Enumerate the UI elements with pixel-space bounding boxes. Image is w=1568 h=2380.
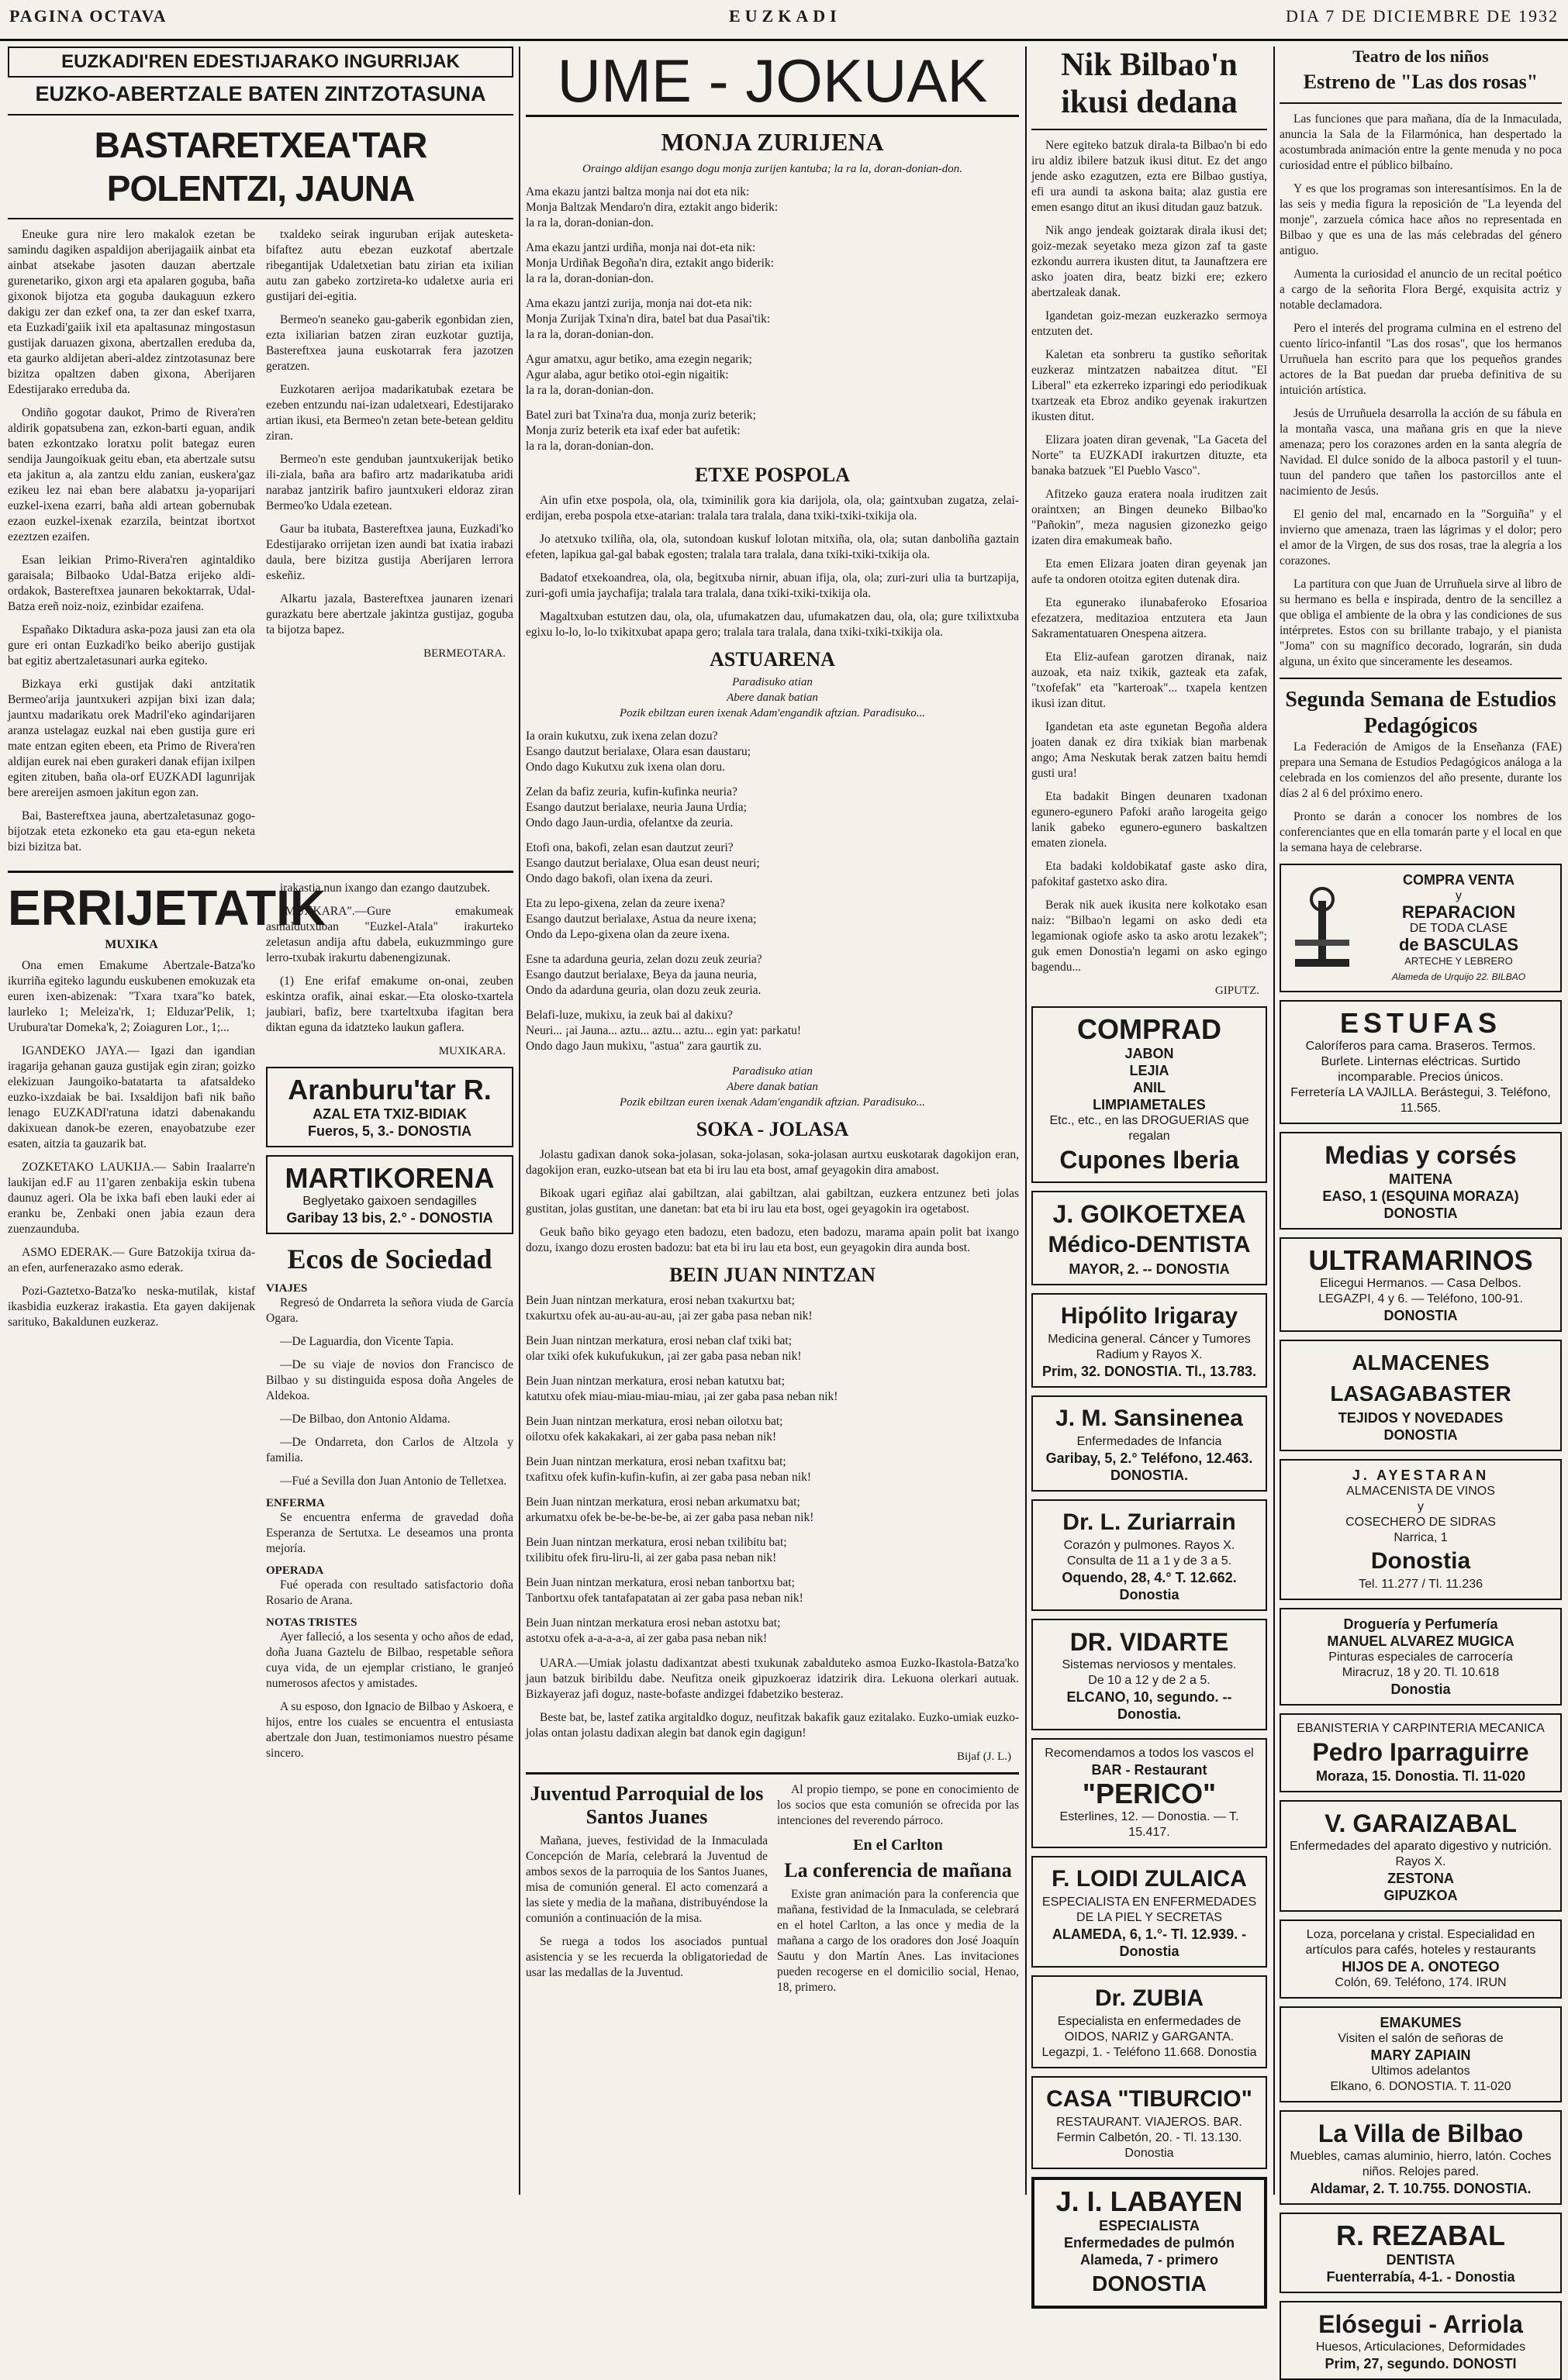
ad-tiburcio: CASA "TIBURCIO" RESTAURANT. VIAJEROS. BAR. Fermin Calbetón, 20. - Tl. 13.130. Donostia — [1031, 2076, 1267, 2169]
left-block — [8, 47, 513, 2195]
subheadline: EUZKO-ABERTZALE BATEN ZINTZOTASUNA — [35, 82, 486, 105]
ad-martikorena: MARTIKORENA Beglyetako gaixoen sendagilles Garibay 13 bis, 2.° - DONOSTIA — [266, 1155, 513, 1234]
kicker: EUZKADI'REN EDESTIJARAKO INGURRIJAK — [61, 51, 460, 72]
paragraph: Eneuke gura nire lero makalok ezetan be samindu dagiken aspaldijon aberijagaiik ainbat eta ainbat atsekabe jasoten dauzan abertzale gurenetariko, gixon argi eta apalaren goguba, baña gixonok bijotza eta goguba daukaguun ezkero dakigu zer dan ezkef ona, ta zer dan eskef txarra, eta Euzkadi'gaiik ixil eta apaltasunaz mingostasun gustijak daruazen gixona, abertzallen ereduba da, eta gaurko aldijetan aberi-aldez zintzotasunaz bere bizitza opaltzen daben gixona, Aberijaren Edestijarako erreduba da. — [8, 228, 255, 396]
paragraph: "MUXKARA".—Gure emakumeak asmaldutxuban "Euzkel-Atala" irakurteko zeletasun andija aftu dabela, eukuzmmingo gure lerro-txubak irakurtu dabenengizunak. — [266, 905, 513, 964]
ad-aranburu: Aranburu'tar R. AZAL ETA TXIZ-BIDIAK Fueros, 5, 3.- DONOSTIA — [266, 1067, 513, 1147]
paragraph: Alkartu jazala, Bastereftxea jaunaren izenari gurazkatu bere abertzale jakintza gustijaz, goguba ta bijotza bapez. — [266, 592, 513, 636]
ad-mugica: Droguería y Perfumería MANUEL ALVAREZ MUGICA Pinturas especiales de carrocería Miracruz, 18 y 20. Tl. 10.618 Donostia — [1280, 1608, 1562, 1706]
byline: BERMEOTARA. — [423, 647, 506, 660]
bilbao-column: Nik Bilbao'n ikusi dedana Nere egiteko batzuk dirala-ta Bilbao'n bi edo iru aldiz ibilere batzuk ikusi ditut. Ez det ango jende asko ezagutzen, ezta ere Bilbao gustiya, efi ura aundi ta askona baita; alaz gustia ere emen esango ditut an ikusi ditudan gauz batzuk. Nik ango jendeak goiztarak dirala ikusi det; goiz-mezak seyetako meza gizon zaf ta gaste ezkondu aurrera ikusten ditut, ta Jaunaftzera ere asko joaten dira, beatz bizki ere; ezkero abertzaleak danak. Igandetan goiz-mezan euzkerazko sermoya entzuten det. Kaletan eta sonbreru ta gustiko señoritak euzkeraz mintzatzen nabaitzea ditut. "El Liberal" eta ezkerreko izparingi edo periodikuak txartzeak eta Ebroz andiko geyenak irakurtzen ikusten ditut. Elizara joaten diran gevenak, "La Gaceta del Norte" ta EUZKADI irakurtzen dituzte, eta banaka batzuek "El Pueblo Vasco". Afitzeko gauza eratera noala iruditzen zait oraintxen; an Bingen deuneko Bilbao'ko "Pañokin", meza nagusien gizonezko geigo izaten dira emakumeak baño. Eta emen Elizara joaten diran geyenak jan aufe ta ondoren otoitza egiten dutenak dira. Eta egunerako ilunabaferoko Efosarioa efezatzera, meditazioa entzutera eta Jaun Sakramentatuaren Onespena aitzera. Eta Eliz-aufean garotzen diranak, naiz auzoak, eta naiz txikik, gazteak eta zafak, "txofefak" eta "karteroak"... txapela kentzen ikusi izan ditut. Igandetan eta aste egunetan Begoña aldera joaten danak ez dira txikiak bian marbenak ango; Ama Neskutak berak zatzen baitu hemdi gusti ura! Eta badakit Bingen deunaren txadonan egunero-egunero Pafoki araño larogeita geigo lanik gabeko egunero-egunero baskaltzen ematen zionela. Eta badaki koldobikataf gaste asko dira, pafokitaf gastetxo asko dira. Berak nik auek ikusita nere kolkotako esan naiz: "Bilbao'n legami on asko dedi eta legamionak ogiofe asko ta asko arotu lezakek"; guk emen Donostia'n legami on asko egingo bagendu... GIPUTZ. COMPRAD JABON LEJIA ANIL LIMPIAMETALES Etc., etc., en las DROGUERIAS que regalan Cupones Iberia J. GOIKOETXEA Médico-DENTISTA MAYOR, 2. -- DONOSTIA Hipólito Irigaray Medicina general. Cáncer y Tumores Radium y Rayos X. Prim, 32. DONOSTIA. Tl., 13.783. J. M. Sansinenea Enfermedades de Infancia Garibay, 5, 2.° Teléfono, 12.463. DONOSTIA. Dr. L. Zuriarrain Corazón y pulmones. Rayos X. Consulta de 11 a 1 y de 3 a 5. Oquendo, 28, 4.° T. 12.662. Donostia DR. VIDARTE Sistemas nerviosos y mentales. De 10 a 12 y de 2 a 5. ELCANO, 10, segundo. -- Donostia. Recomendamos a todos los vascos el BAR - Restaurant "PERICO" Esterlines, 12. — Donostia. — T. 15.417. F. LOIDI ZULAICA ESPECIALISTA EN ENFERMEDADES DE LA PIEL Y SECRETAS ALAMEDA, 6, 1.°- Tl. 12.939. - Donostia Dr. ZUBIA Especialista en enfermedades de OIDOS, NARIZ y GARGANTA. Legazpi, 1. - Teléfono 11.668. Donostia CASA "TIBURCIO" RESTAURANT. VIAJEROS. BAR. Fermin Calbetón, 20. - Tl. 13.130. Donostia J. I. LABAYEN ESPECIALISTA Enfermedades de pulmón Alameda, 7 - primero DONOSTIA — [1031, 47, 1267, 2195]
ad-goikoetxea: J. GOIKOETXEA Médico-DENTISTA MAYOR, 2. -- DONOSTIA — [1031, 1191, 1267, 1285]
paragraph: Euzkotaren aerijoa madarikatubak ezetara be ezeben entzundu nai-izan udaletxeari, Edestijarako artian ikusi, eta Bermeo'n zetan bete-betean gelditu ziran. — [266, 383, 513, 443]
article-column-2 — [266, 227, 513, 863]
paragraph: Pozi-Gaztetxo-Batza'ko neska-mutilak, kistaf ikasbidia euzkeraz irakastia. Eta gayen dakijenak sarituko, Bakaldunen euzkeraz. — [8, 1285, 255, 1329]
scale-icon — [1287, 885, 1357, 971]
paragraph: Esan leikian Primo-Rivera'ren agintaldiko garaisala; Bilbaoko Udal-Batza erijeko aldi-ordakok, Bastereftxea jaunaren bekoktarrak, Udal-Batza ereñ noiz-noiz, ezinbidar ezaifena. — [8, 554, 255, 613]
section-title: ERRIJETATIK — [8, 880, 326, 936]
column-rule — [1273, 47, 1275, 2195]
paragraph: (1) Ene erifaf emakume on-onai, zeuben eskintza orafik, ainai eskar.—Eta olosko-txartela jaubiari, bafiz, bere txarteltxuba ifagitan bera diktan eguna da idatzteko laukun gaflera. — [266, 974, 513, 1034]
ad-loidi: F. LOIDI ZULAICA ESPECIALISTA EN ENFERMEDADES DE LA PIEL Y SECRETAS ALAMEDA, 6, 1.°- Tl. 12.939. - Donostia — [1031, 1856, 1267, 1968]
masthead — [0, 0, 1568, 41]
article-column-1 — [8, 227, 255, 863]
ad-emakumes: EMAKUMES Visiten el salón de señoras de MARY ZAPIAIN Ultimos adelantos Elkano, 6. DONOSTIA. T. 11-020 — [1280, 2006, 1562, 2102]
ad-vidarte: DR. VIDARTE Sistemas nerviosos y mentales. De 10 a 12 y de 2 a 5. ELCANO, 10, segundo. -- Donostia. — [1031, 1619, 1267, 1730]
paragraph: Gaur ba itubata, Bastereftxea jauna, Euzkadi'ko Edestijarako orrijetan izen aundi bat ixatia irabazi daula, bere bizitza gustija Aberijaren lerrora eskeñiz. — [266, 523, 513, 582]
section-title: Segunda Semana de Estudios Pedagógicos — [1285, 688, 1556, 738]
column-rule — [519, 47, 520, 2195]
section-title: Ecos de Sociedad — [287, 1243, 492, 1275]
song-title: MONJA ZURIJENA — [661, 128, 884, 156]
ad-elosegui: Elósegui - Arriola Huesos, Articulaciones, Deformidades Prim, 27, segundo. DONOSTI — [1280, 2301, 1562, 2380]
ad-zubia: Dr. ZUBIA Especialista en enfermedades de OIDOS, NARIZ y GARGANTA. Legazpi, 1. - Teléfono 11.668. Donostia — [1031, 1975, 1267, 2068]
paragraph: Bermeo'n este genduban jauntxukerijak betiko ili-ziala, baña ara bafiro artz madarikatuba aridi narabaz jantzirik bafiro jauntxukeri eldoraz ziran Bermeo'ko Udala ezetean. — [266, 453, 513, 512]
paragraph: IGANDEKO JAYA.— Igazi dan igandian iragarija gehanan gauza gustijak egin ziran; goizko elekizuan Jaungoiko-batatarta ta afatsaldeko euzko-ixzdaiak be bai. Ixsaldijon bafi nik baño lenago EUZKADI'ratuna idatzi dabenakandu dakixuean danok-be ezeren, enayobatzube ezer esaten, aitzia ta gauzarik bat. — [8, 1044, 255, 1150]
byline: MUXIKARA. — [438, 1045, 506, 1057]
ad-estufas: ESTUFAS Caloríferos para cama. Braseros. Termos. Burlete. Linternas eléctricas. Surtido incomparable. Precios únicos. Ferretería LA VAJILLA. Berástegui, 3. Teléfono, 11.565. — [1280, 1000, 1562, 1124]
ad-perico: Recomendamos a todos los vascos el BAR - Restaurant "PERICO" Esterlines, 12. — Donostia. — T. 15.417. — [1031, 1738, 1267, 1848]
ad-labayen: J. I. LABAYEN ESPECIALISTA Enfermedades de pulmón Alameda, 7 - primero DONOSTIA — [1031, 2177, 1267, 2309]
ad-garaizabal: V. GARAIZABAL Enfermedades del aparato digestivo y nutrición. Rayos X. ZESTONA GIPUZKOA — [1280, 1800, 1562, 1912]
paragraph: Bizkaya erki gustijak daki antzitatik Bermeo'arija jauntxukeri azpijan bixi izan dala; jauntxu madarikatu orek Madril'eko agindarijaren aranza ustelagaz euzkal nai eben gustija gure eri mate entzan egiten ebeen, eta Primo de Rivera'ren aldijan eurek nai eben gurakeri danak efijan ixilpen egiten zituben, baña ola-orf EUZKADI lagunrijak bere arereijen asmoen jakitun egon zan. — [8, 678, 255, 799]
paragraph: Bermeo'n seaneko gau-gaberik egonbidan zien, ezta ixiliarian batzen ziran euzkotar guztija, Bastereftxea jauna euskotarrak fera jazotzen geratzen. — [266, 313, 513, 373]
ad-ayestaran: J. AYESTARAN ALMACENISTA DE VINOS y COSECHERO DE SIDRAS Narrica, 1 Donostia Tel. 11.277 / Tl. 11.236 — [1280, 1459, 1562, 1600]
song-title: ETXE POSPOLA — [694, 464, 851, 486]
juventud-article: Juventud Parroquial de los Santos Juanes Mañana, jueves, festividad de la Inmaculada Concepción de María, celebrará la Juventud de ambos sexos de la parroquia de los Santos Juanes, misa de comunión general. El acto comenzará a las siete y media de la mañana, distribuyéndose la comunión a continuación de la misa. Se ruega a todos los asociados puntual asistencia y se les recuerda la obligatoriedad de usar las medallas de la Juventud. — [526, 1782, 768, 1979]
ad-zuriarrain: Dr. L. Zuriarrain Corazón y pulmones. Rayos X. Consulta de 11 a 1 y de 3 a 5. Oquendo, 28, 4.° T. 12.662. Donostia — [1031, 1499, 1267, 1611]
headline: BASTARETXEA'TAR POLENTZI, JAUNA — [94, 125, 427, 209]
paragraph: ZOZKETAKO LAUKIJA.— Sabin Iraalarre'n laukijan ed.F au 11'garen zenbakija eskin tubena daunuz ageri. Ola be ixka bafi eben lauki eder ai eranku be, Zenbaki onen jabia ezaun dera zuenzaunduba. — [8, 1161, 255, 1236]
song-title: ASTUARENA — [710, 648, 835, 671]
paragraph: irakastia nun ixango dan ezango dautzubek. — [280, 881, 491, 895]
ad-rezabal: R. REZABAL DENTISTA Fuenterrabía, 4-1. - Donostia — [1280, 2213, 1562, 2293]
ad-onotego: Loza, porcelana y cristal. Especialidad en artículos para cafés, hoteles y restaurants HIJOS DE A. ONOTEGO Colón, 69. Teléfono, 174. IRUN — [1280, 1920, 1562, 1999]
section-title: Nik Bilbao'n ikusi dedana — [1061, 47, 1238, 120]
ad-villa-bilbao: La Villa de Bilbao Muebles, camas aluminio, hierro, latón. Coches niños. Relojes pared. Aldamar, 2. T. 10.755. DONOSTIA. — [1280, 2110, 1562, 2205]
paragraph: Españako Diktadura aska-poza jausi zan eta ola gure eri ontan Euzkadi'ko beiko aberijo gustijak bat egitiz abertzaletasunari aurka egiteko. — [8, 623, 255, 667]
ume-jokuak-column: UME - JOKUAK MONJA ZURIJENA Oraingo aldijan esango dogu monja zurijen kantuba; la ra la, doran-donian-don. Ama ekazu jantzi baltza monja nai dot eta nik: Monja Baltzak Mendaro'n dira, eztakit ango biderik: la ra la, doran-donian-don. Ama ekazu jantzi urdiña, monja nai dot-eta nik: Monja Urdiñak Begoña'n dira, eztakit ango biderik: la ra la, doran-donian-don. Ama ekazu jantzi zurija, monja nai dot-eta nik: Monja Zurijak Txina'n dira, batel bat dua Pasai'tik: la ra la, doran-donian-don. Agur amatxu, agur betiko, ama ezegin negarik; Agur alaba, agur betiko otoi-egin nigaitik: la ra la, doran-donian-don. Batel zuri bat Txina'ra dua, monja zuriz beterik; Monja zuriz beterik eta ixaf eder bat aufetik: la ra la, doran-donian-don. ETXE POSPOLA Ain ufin etxe pospola, ola, ola, tximinilik gora kia darijola, ola, ola; gaintxuban zugatza, zelai-erdijan, ereba pospola etxe-atarian: tralala tara tralala, dana txiki-txiki-txikija ola. Jo atetxuko txiliña, ola, ola, sutondoan kuskuf lolotan mitxiña, ola, ola; sutan danboliña gaztain efeten, lapikua gal-gal babak egosten; tralala tara tralala, dana txiki-txiki-txikija ola. Badatof etxekoandrea, ola, ola, begitxuba nirnir, abuan ifija, ola, ola; zuri-zuri ulia ta burtzapija, zuri-gofi umia jaychafija; tralala tara tralala, dana txiki-txiki-txikija ola. Magaltxuban estutzen dau, ola, ola, ufumakatzen dau, ufumakatzen dau, ola, ola; gure txilixtxuba egixu lo-lo, lo-lo txikitxubat apapa gero; tralala tara tralala, dana txiki-txiki-txikija ola. ASTUARENA Paradisuko atian Abere danak batian Pozik ebiltzan euren ixenak Adam'engandik aftzian. Paradisuko... Ia orain kukutxu, zuk ixena zelan dozu? Esango dautzut berialaxe, Olara esan daustaru; Ondo dago Kukutxu zuk ixena olan doru. Zelan da bafiz zeuria, kufin-kufinka neuria? Esango dautzut berialaxe, neuria Jauna Urdia; Ondo dago Jaun-urdia, ofelantxe da zeuria. Etofi ona, bakofi, zelan esan dautzut zeuri? Esango dautzut berialaxe, Olua esan deust neuri; Ondo dago bakofi, olan ixena da zeuri. Eta zu lepo-gixena, zelan da zeure ixena? Esango dautzut berialaxe, Astua da neure ixena; Ondo da Lepo-gixena olan da zeure ixena. Esne ta adarduna geuria, zelan dozu zeuk zeuria? Esango dautzut berialaxe, Beya da jauna neuria, Ondo da adarduna geuria, olan dozu zeuk zeuria. Belafi-luze, mukixu, ia zeuk bai al dakixu? Neuri... ¡ai Jauna... aztu... aztu... aztu... egin yat: parkatu! Ondo dago Jaun mukixu, "astua" zara gaurtik zu. Paradisuko atian Abere danak batian Pozik ebiltzan euren ixenak Adam'engandik aftzian. Paradisuko... SOKA - JOLASA Jolastu gadixan danok soka-jolasan, soka-jolasan, soka-jolasan aurtxu euskotarak dagokijon eran, dagokijon eran, euzko-utsean bat eta bi iru lau eta bost, amaf geyagokin dira amabost. Bikoak ugari egiñaz alai gabiltzan, alai gabiltzan, alai gabiltzan, euzkera entzunez beti jolas gustitan, jolas gustitan, une danetan: bat eta bi iru lau eta bost, ogei geyagokin ira ogetabost. Geuk baño biko geyago eten badozu, eten badozu, eten badozu, marama apain polit bat ixango dozu, ixango dozu erosten badozu: bat eta bi iru lau eta bost, eun geyagokin dira aunda bost. BEIN JUAN NINTZAN Bein Juan nintzan merkatura, erosi neban txakurtxu bat; txakurtxu ofek au-au-au-au-au, ¡ai zer gaba pasa neban nik! Bein Juan nintzan merkatura, erosi neban claf txiki bat; olar txiki ofek kukufukukun, ¡ai zer gaba pasa neban nik! Bein Juan nintzan merkatura, erosi neban katutxu bat; katutxu ofek miau-miau-miau-miau, ¡ai zer gaba pasa neban nik! Bein Juan nintzan merkatura, erosi neban oilotxu bat; oilotxu ofek kakakakari, ai zer gaba pasa neban nik! Bein Juan nintzan merkatura, erosi neban txafitxu bat; txafitxu ofek kufin-kufin-kufin, ai zer gaba pasa neban nik! Bein Juan nintzan merkatura, erosi neban arkumatxu bat; arkumatxu ofek be-be-be-be-be, ai zer gaba pasa neban nik! Bein Juan nintzan merkatura, erosi neban txilibitu bat; txilibitu ofek firu-liru-li, ai zer gaba pasa neban nik! Bein Juan nintzan merkatura, erosi neban tanbortxu bat; Tanbortxu ofek tantafapatatan ai zer gaba pasa neban nik! Bein Juan nintzan merkatura erosi neban astotxu bat; astotxu ofek a-a-a-a-a, ai zer gaba pasa neban nik! UARA.—Umiak jolastu dadixantzat abesti txukunak zabalduteko asmoa Euzko-Ikastola-Batza'ko jaun batzuk biribildu dabe. Neufitza oneik gipuzkoeraz idatzirik dira. Lekuona olerkari autuak. Bizkayeraz jafi doguz, naste-bofaste andizgei fdabetziko besteraz. Beste bat, be, lastef zatika argitaldko doguz, neufitzak bakafik gauz ezitalako. Euzko-umiak euzko-jolas ontan jolastu dadixan alegin bat danok egin dagigun! Bijaf (J. L.) Juventud Parroquial de los Santos Juanes Mañana, jueves, festividad de la Inmaculada Concepción de María, celebrará la Juventud de ambos sexos de la parroquia de los Santos Juanes, misa de comunión general. El acto comenzará a las siete y media de la mañana, distribuyéndose la comunión a continuación de la misa. Se ruega a todos los asociados puntual asistencia y se les recuerda la obligatoriedad de usar las medallas de la Juventud. Al propio tiempo, se pone en conocimiento de los socios que esta comunión se ofrecida por las intenciones del reverendo párroco. En el Carlton La conferencia de mañana Existe gran animación para la conferencia que mañana, festividad de la Inmaculada, se celebrará en el hotel Carlton, a las once y media de la mañana a cargo de los oradores don José Joaquín Sautu y don Martín Anes. Las invitaciones pueden recogerse en el domicilio social, Henao, 18, primero. — [526, 47, 1019, 2195]
ad-lasagabaster: ALMACENES LASAGABASTER TEJIDOS Y NOVEDADES DONOSTIA — [1280, 1340, 1562, 1451]
ad-basculas: COMPRA VENTA y REPARACION DE TODA CLASE de BASCULAS ARTECHE Y LEBRERO Alameda de Urquijo 22. BILBAO — [1280, 864, 1562, 992]
errijetatik-column — [8, 880, 326, 1769]
teatro-column: Teatro de los niños Estreno de "Las dos rosas" Las funciones que para mañana, día de la Inmaculada, anuncia la Sala de la Filarmónica, han despertado la acostumbrada animación entre la gente menuda y no poca curiosidad entre el público bilbaíno. Y es que los programas son interesantísimos. En la de las seis y media figura la reposición de "La leyenda del monje", zarzuela cómica hace años no representada en Bilbao y que es una de las más celebradas del género antiguo. Aumenta la curiosidad el anuncio de un recital poético a cargo de la señorita Flora Bergé, exquisita actriz y notable declamadora. Pero el interés del programa culmina en el estreno del cuento lírico-infantil "Las dos rosas", que los hermanos Urruñuela han escrito para que los pequeños grandes actores de la Bat puedan dar prueba definitiva de su intuición artística. Jesús de Urruñuela desarrolla la acción de su fábula en la montaña vasca, una mañana gris en que la nieve amenaza; pero los corazones arden en la santa alegría de Navidad. El dulce sonido de la alboca pastoril y el tuun-tuun del pandero que tañen los pastorcillos ante el nacimiento de Jesús. El genio del mal, encarnado en la "Sorguiña" y el invierno que amenaza, traen las lágrimas y el dolor; pero el amor de la Virgen, de sus dos rosas, trae la alegría a los corazones. La partitura con que Juan de Urruñuela sirve al libro de su hermano es bella e inspirada, dentro de la sencillez a que obliga el ambiente de la obra y las condiciones de sus intérpretes. Estos con su brillante trabajo, y el pianista "Joma" con su magnífico decorado, lograrán, sin duda alguna, un éxito que sinceramente les deseamos. Segunda Semana de Estudios Pedagógicos La Federación de Amigos de la Enseñanza (FAE) prepara una Semana de Estudios Pedagógicos análoga a la celebrada en los comienzos del año presente, durante los días 2 al 6 del próximo enero. Pronto se darán a conocer los nombres de los conferenciantes que en ella tomarán parte y el local en que la semana haya de celebrarse. COMPRA VENTA y REPARACION DE TODA CLASE de BASCULAS ARTECHE Y LEBRERO Alameda de Urquijo 22. BILBAO ESTUFAS Caloríferos para cama. Braseros. Termos. Burlete. Linternas eléctricas. Surtido incomparable. Precios únicos. Ferretería LA VAJILLA. Berástegui, 3. Teléfono, 11.565. Medias y corsés MAITENA EASO, 1 (ESQUINA MORAZA) DONOSTIA ULTRAMARINOS Elicegui Hermanos. — Casa Delbos. LEGAZPI, 4 y 6. — Teléfono, 100-91. DONOSTIA ALMACENES LASAGABASTER TEJIDOS Y NOVEDADES DONOSTIA J. AYESTARAN ALMACENISTA DE VINOS y COSECHERO DE SIDRAS Narrica, 1 Donostia Tel. 11.277 / Tl. 11.236 Droguería y Perfumería MANUEL ALVAREZ MUGICA Pinturas especiales de carrocería Miracruz, 18 y 20. Tl. 10.618 Donostia EBANISTERIA Y CARPINTERIA MECANICA Pedro Iparraguirre Moraza, 15. Donostia. Tl. 11-020 V. GARAIZABAL Enfermedades del aparato digestivo y nutrición. Rayos X. ZESTONA GIPUZKOA Loza, porcelana y cristal. Especialidad en artículos para cafés, hoteles y restaurants HIJOS DE A. ONOTEGO Colón, 69. Teléfono, 174. IRUN EMAKUMES Visiten el salón de señoras de MARY ZAPIAIN Ultimos adelantos Elkano, 6. DONOSTIA. T. 11-020 La Villa de Bilbao Muebles, camas aluminio, hierro, latón. Coches niños. Relojes pared. Aldamar, 2. T. 10.755. DONOSTIA. R. REZABAL DENTISTA Fuenterrabía, 4-1. - Donostia Elósegui - Arriola Huesos, Articulaciones, Deformidades Prim, 27, segundo. DONOSTI — [1280, 47, 1562, 2195]
ad-medias: Medias y corsés MAITENA EASO, 1 (ESQUINA MORAZA) DONOSTIA — [1280, 1132, 1562, 1230]
dateline: MUXIKA — [105, 938, 158, 951]
ad-ultramarinos: ULTRAMARINOS Elicegui Hermanos. — Casa Delbos. LEGAZPI, 4 y 6. — Teléfono, 100-91. DONOSTIA — [1280, 1237, 1562, 1332]
right-subcolumn: irakastia nun ixango dan ezango dautzubek. "MUXKARA".—Gure emakumeak asmaldutxuban "Euzkel-Atala" irakurteko zeletasun andija aftu dabela, eukuzmmingo gure lerro-txubak irakurtu dabenengizunak. (1) Ene erifaf emakume on-onai, zeuben eskintza orafik, ainai eskar.—Eta olosko-txartela jaubiari, bafiz, bere txarteltxuba ifagitan bera diktan eguna da idatzteko laukun gaflera. MUXIKARA. Aranburu'tar R. AZAL ETA TXIZ-BIDIAK Fueros, 5, 3.- DONOSTIA MARTIKORENA Beglyetako gaixoen sendagilles Garibay 13 bis, 2.° - DONOSTIA Ecos de Sociedad VIAJES Regresó de Ondarreta la señora viuda de García Ogara. —De Laguardia, don Vicente Tapia. —De su viaje de novios don Francisco de Bilbao y su distinguida esposa doña Angeles de Aldekoa. —De Bilbao, don Antonio Aldama. —De Ondarreta, don Carlos de Altzola y familia. —Fué a Sevilla don Juan Antonio de Telletxea. ENFERMA Se encuentra enferma de gravedad doña Esperanza de Sertutxa. Le deseamos una pronta mejoría. OPERADA Fué operada con resultado satisfactorio doña Rosario de Arana. NOTAS TRISTES Ayer falleció, a los sesenta y ocho años de edad, doña Juana Gaztelu de Bilbao, respetable señora cuya vida, de un ejemplar cristiano, le granjeó numerosos afectos y amistades. A su esposo, don Ignacio de Bilbao y Askoera, e hijos, entre los cuales se encuentra el entusiasta abertzale don Juan, testimoniamos nuestro pésame sincero. — [266, 881, 513, 1760]
section-title: UME - JOKUAK — [526, 47, 1019, 117]
column-rule — [1025, 47, 1027, 2195]
section-title: Estreno de "Las dos rosas" — [1303, 71, 1539, 93]
paragraph: txaldeko seirak inguruban erijak autesketa-bifaftez autu ebezan euzkotaf abertzale ribegantijak Udaletxetian batu zirian eta ixilian autu zan gabeko zortzireta-ko udaletxe auria eri gustijari dei-egitia. — [266, 228, 513, 303]
carlton-article: Al propio tiempo, se pone en conocimiento de los socios que esta comunión se ofrecida por las intenciones del reverendo párroco. En el Carlton La conferencia de mañana Existe gran animación para la conferencia que mañana, festividad de la Inmaculada, se celebrará en el hotel Carlton, a las once y media de la mañana a cargo de los oradores don José Joaquín Sautu y don Martín Anes. Las invitaciones pueden recogerse en el domicilio social, Henao, 18, primero. — [777, 1783, 1019, 1994]
song-title: SOKA - JOLASA — [696, 1118, 849, 1140]
page-number: PAGINA OCTAVA — [9, 6, 168, 26]
ad-irigaray: Hipólito Irigaray Medicina general. Cáncer y Tumores Radium y Rayos X. Prim, 32. DONOSTIA. Tl., 13.783. — [1031, 1293, 1267, 1388]
newspaper-name: EUZKADI — [729, 6, 841, 26]
song-title: BEIN JUAN NINTZAN — [669, 1264, 876, 1286]
ad-ebanisteria: EBANISTERIA Y CARPINTERIA MECANICA Pedro Iparraguirre Moraza, 15. Donostia. Tl. 11-020 — [1280, 1713, 1562, 1792]
paragraph: Ondiño gogotar daukot, Primo de Rivera'ren aldirik gopatsubena zan, ezkon-barti eguan, andik baten ezkontzako loratxu polit bategaz euren sendija Jaungoikuak geitu eban, eta abertzale sutsu eta jakitun a, ala zantzu eldu zanian, euskera'gaz ezikeu lez nai eban bere alabatxu ja-yoparijari euzkel-ixena ezarri, baña aldi artean gobernubak ezaon euzkel-ixenak ezarzila, beintzat ibortxot ezeztzen ezaifen. — [8, 406, 255, 543]
issue-date: DIA 7 DE DICIEMBRE DE 1932 — [1285, 6, 1559, 26]
paragraph: ASMO EDERAK.— Gure Batzokija txirua da-an efen, aurfenerazako asmo ederak. — [8, 1246, 255, 1275]
paragraph: Bai, Bastereftxea jauna, abertzaletasunaz gogo-bijotzak eteta ezkoneko eta gau eta-egun neketa bizi bizitza bat. — [8, 809, 255, 854]
paragraph: Ona emen Emakume Abertzale-Batza'ko ikurriña egiteko lagundu euskubenen emokuzak eta euren ixen-abizenak: "Txara txara"ko batek, laurleko 1; Meleiza'rk, 1; Elduzar'Pelik, 1; Urubura'tar Domeka'k, 2; Zoiaguren Lor., 1;... — [8, 959, 255, 1034]
ad-comprad: COMPRAD JABON LEJIA ANIL LIMPIAMETALES Etc., etc., en las DROGUERIAS que regalan Cupones Iberia — [1031, 1006, 1267, 1183]
kicker: Teatro de los niños — [1352, 47, 1489, 66]
ad-sansinenea: J. M. Sansinenea Enfermedades de Infancia Garibay, 5, 2.° Teléfono, 12.463. DONOSTIA. — [1031, 1395, 1267, 1492]
